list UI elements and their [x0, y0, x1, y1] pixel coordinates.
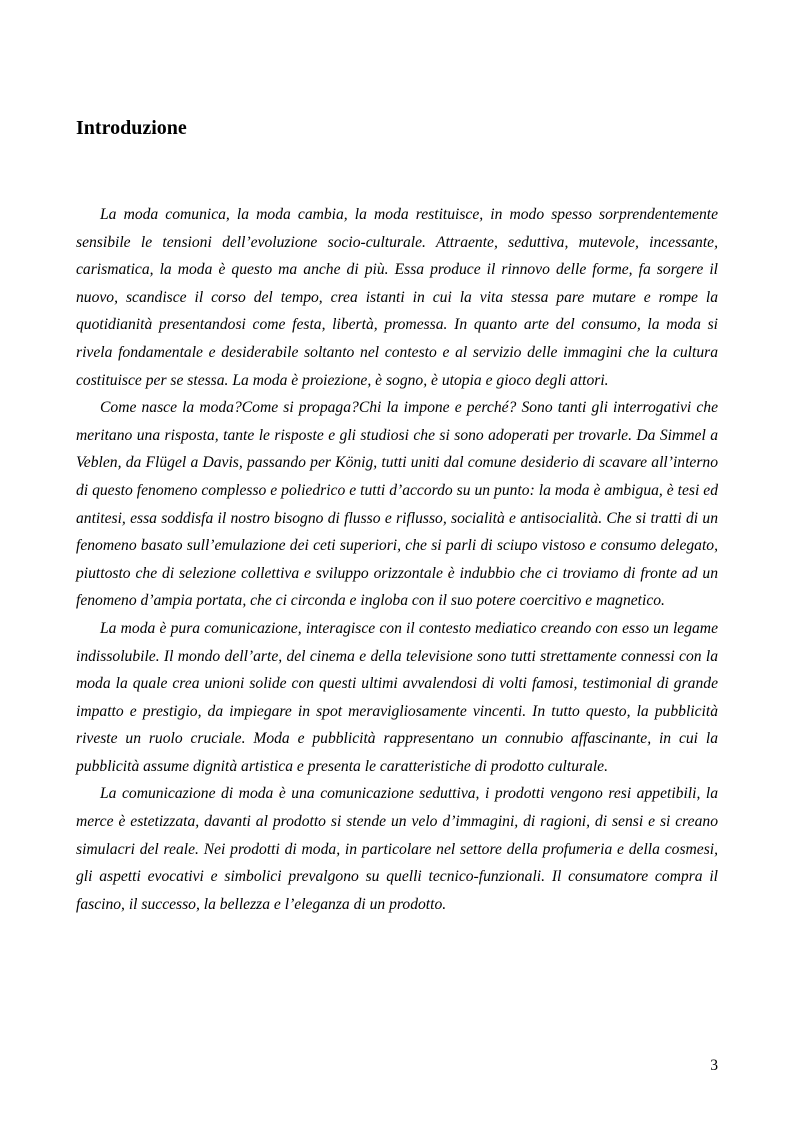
paragraph-4: La comunicazione di moda è una comunicazione seduttiva, i prodotti vengono resi appetibili, la merce è estetizzata, davanti al prodotto si stende un velo d’immagini, di ragioni, di sensi e si creano simulacri del reale. Nei prodotti di moda, in particolare nel settore della profumeria e della cosmesi, gli aspetti evocativi e simbolici prevalgono su quelli tecnico-funzionali. Il consumatore compra il fascino, il successo, la bellezza e l’eleganza di un prodotto. — [76, 785, 718, 913]
paragraph-2: Come nasce la moda?Come si propaga?Chi la impone e perché? Sono tanti gli interrogativi che meritano una risposta, tante le risposte e gli studiosi che si sono adoperati per trovarle. Da Simmel a Veblen, da Flügel a Davis, passando per König, tutti uniti dal comune desiderio di scavare all’interno di questo fenomeno complesso e poliedrico e tutti d’accordo su un punto: la moda è ambigua, è tesi ed antitesi, essa soddisfa il nostro bisogno di flusso e riflusso, socialità e antisocialità. Che si tratti di un fenomeno basato sull’emulazione dei ceti superiori, che si parli di sciupo vistoso e consumo delegato, piuttosto che di selezione collettiva e sviluppo orizzontale è indubbio che ci troviamo di fronte ad un fenomeno d’ampia portata, che ci circonda e ingloba con il suo potere coercitivo e magnetico. — [76, 399, 718, 610]
paragraph-3: La moda è pura comunicazione, interagisce con il contesto mediatico creando con esso un legame indissolubile. Il mondo dell’arte, del cinema e della televisione sono tutti strettamente connessi con la moda la quale crea unioni solide con questi ultimi avvalendosi di volti famosi, testimonial di grande impatto e prestigio, da impiegare in spot meravigliosamente vincenti. In tutto questo, la pubblicità riveste un ruolo cruciale. Moda e pubblicità rappresentano un connubio affascinante, in cui la pubblicità assume dignità artistica e presenta le caratteristiche di prodotto culturale. — [76, 619, 718, 775]
paragraph-1: La moda comunica, la moda cambia, la moda restituisce, in modo spesso sorprendentemente sensibile le tensioni dell’evoluzione socio-culturale. Attraente, seduttiva, mutevole, incessante, carismatica, la moda è questo ma anche di più. Essa produce il rinnovo delle forme, fa sorgere il nuovo, scandisce il corso del tempo, crea istanti in cui la vita stessa pare mutare e rompe la quotidianità presentandosi come festa, libertà, promessa. In quanto arte del consumo, la moda si rivela fondamentale e desiderabile soltanto nel contesto e al servizio delle immagini che la cultura costituisce per se stessa. La moda è proiezione, è sogno, è utopia e gioco degli attori. — [76, 206, 718, 389]
section-heading: Introduzione — [76, 117, 187, 139]
body-text — [76, 201, 718, 918]
page-number: 3 — [710, 1057, 718, 1074]
